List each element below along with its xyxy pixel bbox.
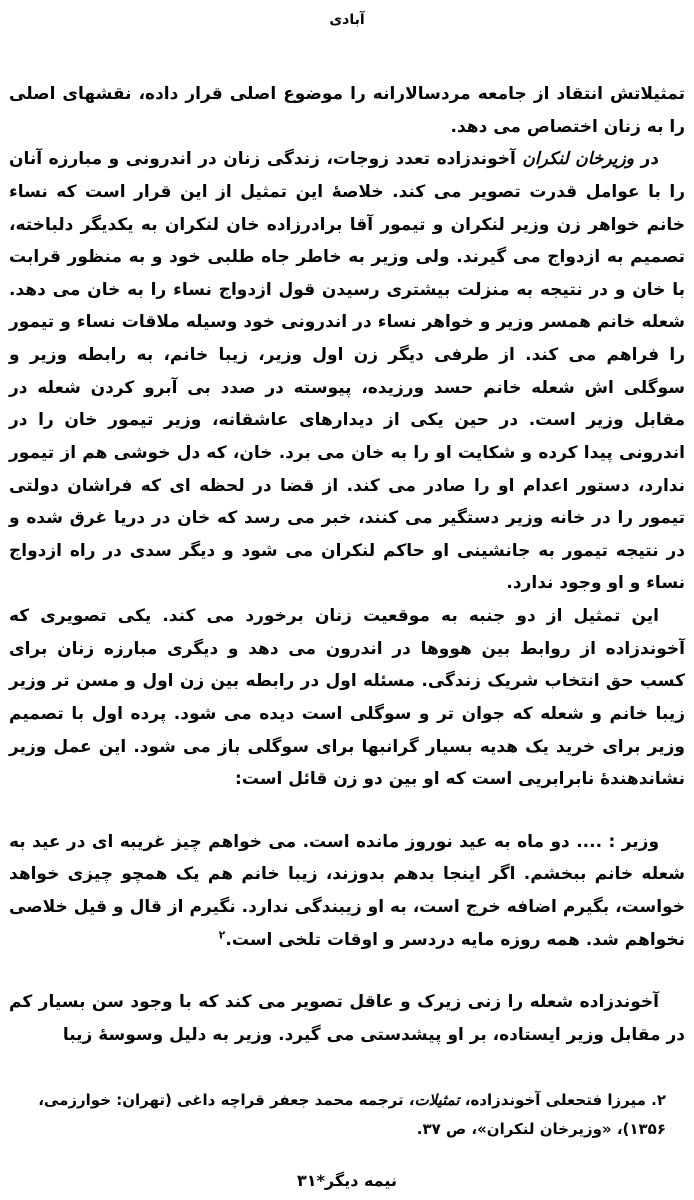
paragraph-synopsis (9, 143, 685, 600)
footnote-marker: ۲. (651, 1091, 666, 1109)
paragraph-closing: آخوندزاده شعله را زنی زیرک و عاقل تصویر می کند که با وجود سن بسیار کم در مقابل وزیر ایستاده، بر او پیشدستی می گیرد. وزیر به دلیل وسوسهٔ زیبا (9, 992, 685, 1045)
footnote-reference-mark: ۲ (218, 927, 226, 941)
quote-speaker: وزیر : (608, 831, 660, 852)
footnote-citation-rest: ، ترجمه محمد جعفر قراچه داغی (تهران: خوارزمی، ۱۳۵۶)، «وزیرخان لنکران»، ص ۳۷. (38, 1091, 666, 1139)
footnote (4, 1086, 666, 1145)
play-title-italic: وزیرخان لنکران (522, 149, 634, 170)
quote-paragraph (9, 826, 685, 957)
paragraph-synopsis-lead: در (633, 149, 659, 170)
paragraph-synopsis-rest: آخوندزاده تعدد زوجات، زندگی زنان در اندرونی و مبارزه آنان را با عوامل قدرت تصویر می کند. خلاصهٔ این تمثیل از این قرار است که نساء خانم خواهر زن وزیر لنکران و تیمور آقا برادرزاده خان لنکران به یکدیگر دلباخته، تصمیم به ازدواج می گیرند. ولی وزیر به خاطر جاه طلبی خود و به منظور قرابت با خان و در نتیجه به منزلت بیشتری رسیدن قول ازدواج نساء را به خان می دهد. شعله خانم همسر وزیر و خواهر نساء در اندرونی خود وسیله ملاقات نساء و تیمور را فراهم می کند. از طرفی دیگر زن اول وزیر، زیبا خانم، به رابطه وزیر و سوگلی اش شعله خانم حسد ورزیده، پیوسته در صدد بی آبرو کردن شعله در مقابل وزیر است. در حین یکی از دیدارهای عاشقانه، وزیر تیمور خان را در اندرونی پیدا کرده و شکایت او را به خان می برد. خان، که دل خوشی هم از تیمور ندارد، دستور اعدام او را صادر می کند. از قضا در لحظه ای که فراشان دولتی تیمور را در خانه وزیر دستگیر می کنند، خبر می رسد که خان در دریا غرق شده و در نتیجه تیمور به جانشینی او حاکم لنکران می شود و دیگر سدی در راه ازدواج نساء و او وجود ندارد. (9, 149, 685, 594)
quote-text: .... دو ماه به عید نوروز مانده است. می خواهم چیز غریبه ای در عید به شعله خانم ببخشم. اگر اینجا بدهم بدوزند، زیبا خانم هم یک همچو چیزی خواهد خواست، بگیرم اضافه خرج است، به او زیبندگی ندارد. نگیرم از قال و قیل خلاصی نخواهم شد. همه روزه مایه دردسر و اوقات تلخی است. (9, 831, 685, 950)
footnote-citation-lead: میرزا فتحعلی آخوندزاده، (459, 1091, 652, 1109)
running-header (0, 0, 694, 28)
page-body (0, 28, 694, 1052)
page-header-title: آبادی (329, 12, 365, 28)
footnote-work-title-italic: تمثیلات (414, 1091, 460, 1109)
paragraph-intro: تمثیلاتش انتقاد از جامعه مردسالارانه را موضوع اصلی قرار داده، نقشهای اصلی را به زنان اختصاص می دهد. (9, 84, 685, 137)
paragraph-analysis: این تمثیل از دو جنبه به موقعیت زنان برخورد می کند. یکی تصویری که آخوندزاده از روابط بین هووها در اندرون می دهد و دیگری مبارزه زنان برای کسب حق انتخاب شریک زندگی. مسئله اول در رابطه بین زن اول و مسن تر وزیر زیبا خانم و شعله که جوان تر و سوگلی است دیده می شود. پرده اول با تصمیم وزیر برای خرید یک هدیه بسیار گرانبها برای سوگلی باز می شود. این عمل وزیر نشاندهندهٔ نابرابریی است که او بین دو زن قائل است: (9, 606, 685, 790)
page-footer-journal-and-number: نیمه دیگر*۳۱ (297, 1171, 397, 1190)
